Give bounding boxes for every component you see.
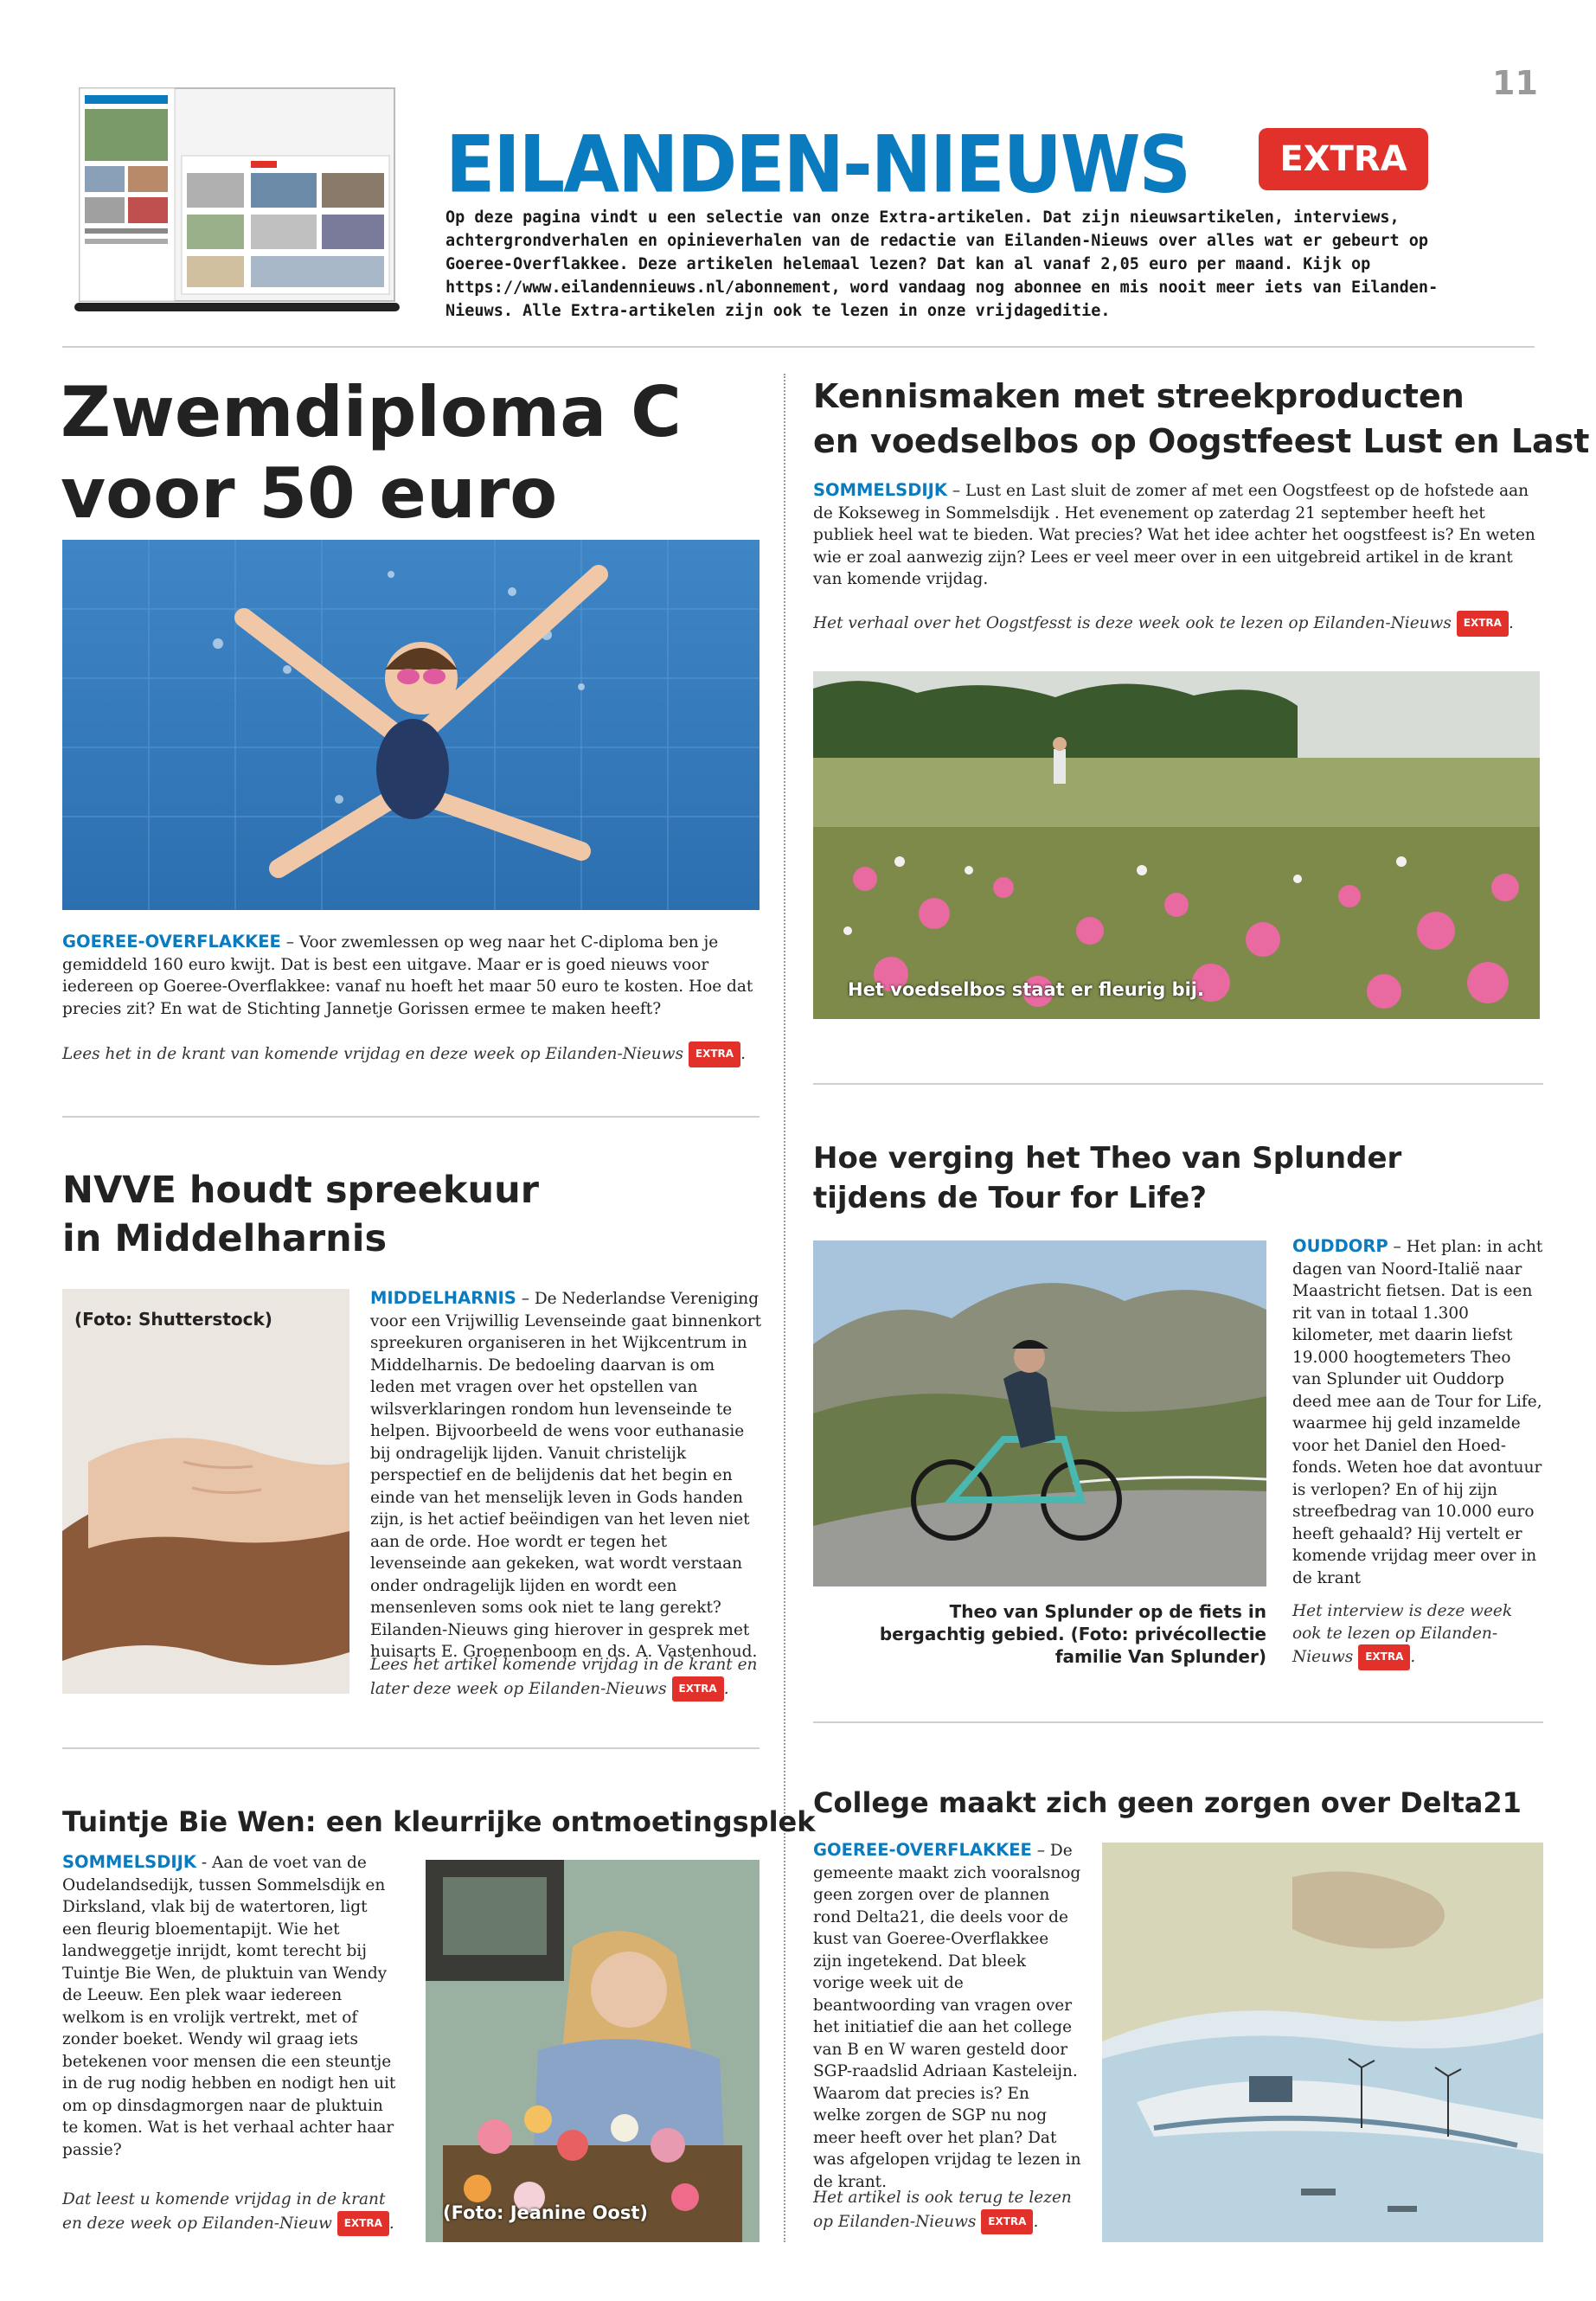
flower-woman-photo <box>426 1860 760 2242</box>
delta21-map-illustration <box>1102 1843 1543 2242</box>
oogstfeest-teaser[interactable]: Het verhaal over het Oogstfesst is deze week ook te lezen op Eilanden-Nieuws EXTRA . <box>813 611 1535 637</box>
top-divider <box>62 346 1535 348</box>
nvve-teaser[interactable]: Lees het artikel komende vrijdag in de krant en later deze week op Eilanden-Nieuws EXTRA . <box>370 1654 761 1702</box>
extra-mini-badge: EXTRA <box>1457 611 1509 637</box>
extra-mini-badge: EXTRA <box>981 2209 1033 2235</box>
delta21-title: College maakt zich geen zorgen over Delta21 <box>813 1786 1522 1819</box>
divider-right-1 <box>813 1083 1543 1085</box>
website-thumbnail <box>74 87 400 313</box>
theo-teaser[interactable]: Het interview is deze week ook te lezen op Eilanden-Nieuws EXTRA . <box>1292 1600 1543 1670</box>
oogstfeest-title: Kennismaken met streekproducten en voedselbos op Oogstfeest Lust en Last <box>813 377 1590 460</box>
voedselbos-caption: Het voedselbos staat er fleurig bij. <box>848 979 1204 1000</box>
nvve-photo-credit: (Foto: Shutterstock) <box>74 1309 272 1330</box>
nvve-text: MIDDELHARNIS – De Nederlandse Vereniging voor een Vrijwillig Levenseinde gaat binnenkort spreekuren organiseren in het Wijkcentrum in Middelharnis. De bedoeling daarvan is om leden met vragen over het opstellen van wilsverklaringen rondom hun levenseinde te helpen. Bijvoorbeeld de wens voor euthanasie bij ondragelijk lijden. Vanuit christelijk perspectief en de belijdenis dat het begin en einde van het menselijk leven in Gods handen zijn, is het actief beëindigen van het leven niet aan de orde. Hoe wordt er tegen het levenseinde aan gekeken, wat wordt verstaan onder ondragelijk lijden en wordt een mensenleven soms ook niet te lang gerekt? Eilanden-Nieuws ging hierover in gesprek met huisarts E. Groenenboom en ds. A. Vastenhoud. <box>370 1288 762 1661</box>
divider-right-2 <box>813 1721 1543 1723</box>
oogstfeest-text: SOMMELSDIJK – Lust en Last sluit de zomer af met een Oogstfeest op de hofstede aan de Kokseweg in Sommelsdijk . Het evenement op zaterdag 21 september heeft het publiek heel wat te bieden. Wat precies? Wat het idee achter het oogstfeest is? En weten wie er zoal aanwezig zijn? Lees er veel meer over in een uitgebreid artikel in de krant van komende vrijdag. <box>813 480 1535 588</box>
nvve-title: NVVE houdt spreekuur in Middelharnis <box>62 1169 539 1260</box>
nvve-location: MIDDELHARNIS <box>370 1288 516 1308</box>
tuintje-text: SOMMELSDIJK - Aan de voet van de Oudelandsedijk, tussen Sommelsdijk en Dirksland, vlak bij de watertoren, ligt een fleurig bloementapijt. Wie het landweggetje inrijdt, komt terecht bij Tuintje Bie Wen, de pluktuin van Wendy de Leeuw. Een plek waar iedereen welkom is en vrolijk vertrekt, met of zonder boeket. Wendy wil graag iets betekenen voor mensen die een steuntje in de rug nodig hebben en nodigt hen uit om op dinsdagmorgen naar de pluktuin te komen. Wat is het verhaal achter haar passie? <box>62 1852 396 2159</box>
intro-text: Op deze pagina vindt u een selectie van onze Extra-artikelen. Dat zijn nieuwsartikelen, interviews, achtergrondverhalen en opinieverhalen van de redactie van Eilanden-Nieuws over alles wat er gebeurt op Goeree-Overflakkee. Deze artikelen helemaal lezen? Dat kan al vanaf 2,05 euro per maand. Kijk op https://www.eilandennieuws.nl/abonnement, word vandaag nog abonnee en mis nooit meer iets van Eilanden-Nieuws. Alle Extra-artikelen zijn ook te lezen in onze vrijdageditie. <box>445 208 1439 320</box>
page-number: 11 <box>1492 64 1538 102</box>
oogstfeest-location: SOMMELSDIJK <box>813 480 948 500</box>
tuintje-photo-credit: (Foto: Jeanine Oost) <box>443 2202 648 2223</box>
delta21-teaser[interactable]: Het artikel is ook terug te lezen op Eilanden-Nieuws EXTRA . <box>813 2187 1081 2234</box>
divider-left-2 <box>62 1747 760 1749</box>
divider-left-1 <box>62 1116 760 1118</box>
zwemdiploma-text: GOEREE-OVERFLAKKEE – Voor zwemlessen op weg naar het C-diploma ben je gemiddeld 160 euro kwijt. Dat is best een uitgave. Maar er is goed nieuws voor iedereen op Goeree-Overflakkee: vanaf nu hoeft het maar 50 euro te kosten. Hoe dat precies zit? En wat de Stichting Jannetje Gorissen ermee te maken heeft? <box>62 932 753 1018</box>
delta21-location: GOEREE-OVERFLAKKEE <box>813 1840 1032 1860</box>
extra-mini-badge: EXTRA <box>337 2211 389 2237</box>
delta21-text: GOEREE-OVERFLAKKEE – De gemeente maakt zich vooralsnog geen zorgen over de plannen rond Delta21, die deels voor de kust van Goeree-Overflakkee zijn ingetekend. Dat bleek vorige week uit de beantwoording van vragen over het initiatief die aan het college van B en W waren gesteld door SGP-raadslid Adriaan Kasteleijn. Waarom dat precies is? En welke zorgen de SGP nu nog meer heeft over het plan? Dat was afgelopen vrijdag te lezen in de krant. <box>813 1840 1081 2191</box>
theo-text: OUDDORP – Het plan: in acht dagen van Noord-Italië naar Maastricht fietsen. Dat is een rit van in totaal 1.300 kilometer, met daarin liefst 19.000 hoogtemeters Theo van Splunder uit Ouddorp deed mee aan de Tour for Life, waarmee hij geld inzamelde voor het Daniel den Hoed-fonds. Weten hoe dat avontuur is verlopen? En of hij zijn streefbedrag van 10.000 euro heeft gehaald? Hij vertelt er komende vrijdag meer over in de krant <box>1292 1236 1543 1587</box>
extra-badge: EXTRA <box>1259 128 1428 190</box>
zwemdiploma-title: Zwemdiploma C voor 50 euro <box>61 372 682 534</box>
theo-title: Hoe verging het Theo van Splunder tijdens de Tour for Life? <box>813 1141 1402 1215</box>
theo-photo-caption: Theo van Splunder op de fiets in bergachtig gebied. (Foto: privécollectie familie Van Splunder) <box>879 1601 1266 1667</box>
swimming-photo <box>62 540 760 910</box>
extra-mini-badge: EXTRA <box>689 1042 740 1067</box>
extra-mini-badge: EXTRA <box>1358 1644 1410 1670</box>
hands-photo <box>62 1289 349 1694</box>
tuintje-location: SOMMELSDIJK <box>62 1852 197 1872</box>
theo-location: OUDDORP <box>1292 1236 1388 1256</box>
voedselbos-photo <box>813 671 1540 1019</box>
zwemdiploma-location: GOEREE-OVERFLAKKEE <box>62 932 281 952</box>
column-divider <box>784 374 785 2242</box>
eilanden-nieuws-logo: EILANDEN-NIEUWS <box>445 119 1190 211</box>
extra-mini-badge: EXTRA <box>672 1676 724 1702</box>
cyclist-photo <box>813 1240 1266 1586</box>
zwemdiploma-teaser[interactable]: Lees het in de krant van komende vrijdag en deze week op Eilanden-Nieuws EXTRA . <box>62 1042 760 1067</box>
tuintje-teaser[interactable]: Dat leest u komende vrijdag in de krant en deze week op Eilanden-Nieuw EXTRA . <box>62 2189 401 2236</box>
tuintje-title: Tuintje Bie Wen: een kleurrijke ontmoetingsplek <box>62 1805 816 1838</box>
